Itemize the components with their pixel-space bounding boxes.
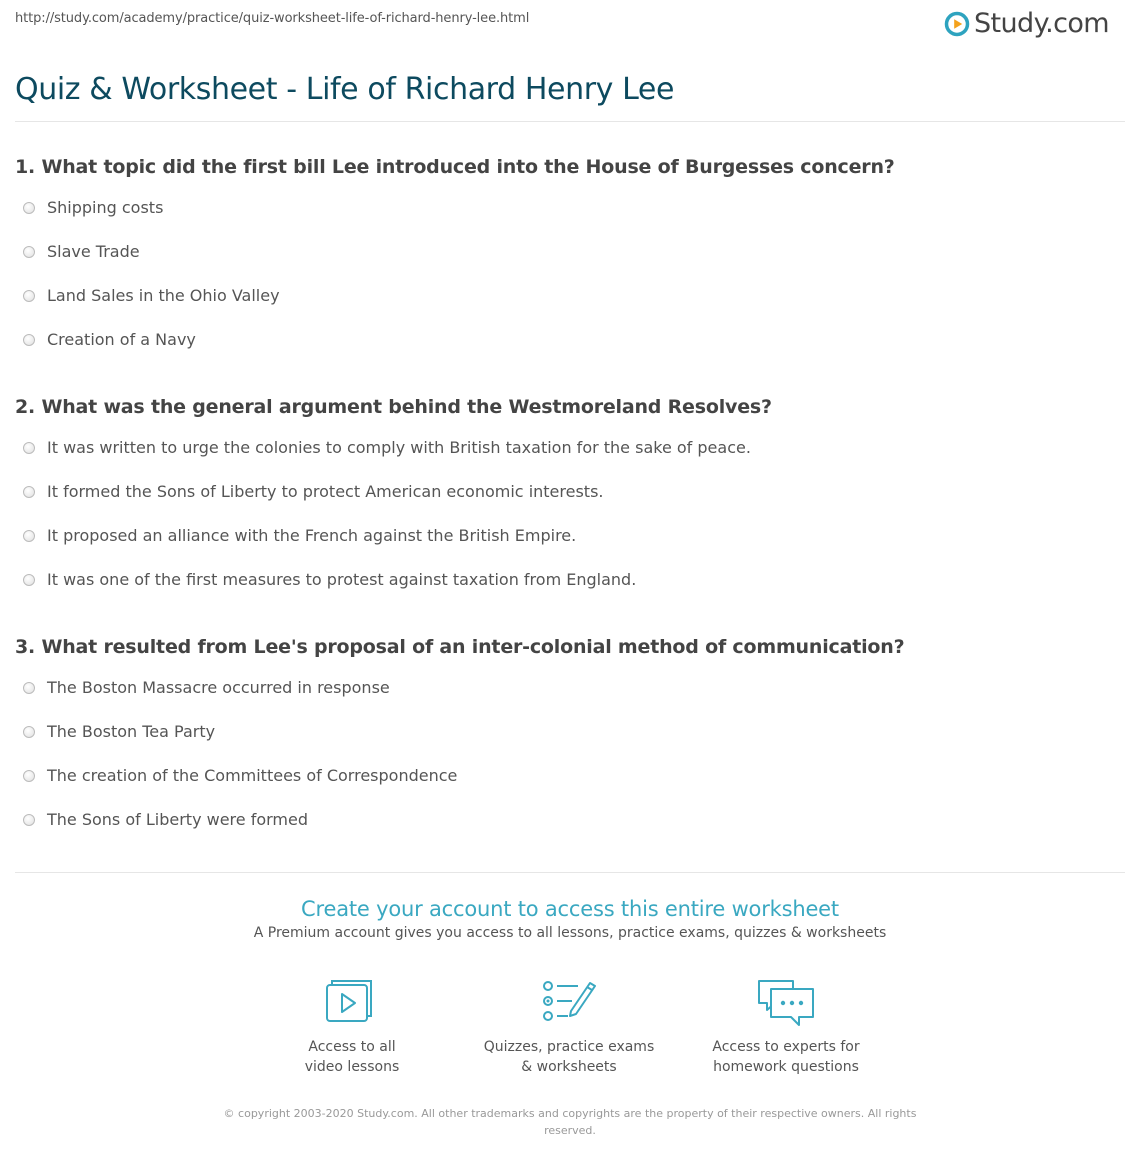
video-lessons-icon <box>321 975 383 1027</box>
radio-button[interactable] <box>23 682 35 694</box>
feature-quizzes <box>479 975 659 1077</box>
radio-button[interactable] <box>23 726 35 738</box>
feature-label-line: video lessons <box>304 1059 400 1075</box>
choice-label: It proposed an alliance with the French against the British Empire. <box>47 526 577 545</box>
choice-label: The Sons of Liberty were formed <box>47 810 309 829</box>
signup-cta <box>15 896 1125 943</box>
answer-choice[interactable] <box>15 285 1125 329</box>
feature-video-lessons <box>262 975 442 1077</box>
question-text: 2. What was the general argument behind the Westmoreland Resolves? <box>15 396 772 418</box>
feature-label-line: Access to all <box>308 1039 396 1055</box>
chat-bubbles-icon <box>755 975 817 1027</box>
radio-button[interactable] <box>23 770 35 782</box>
play-circle-icon <box>944 11 970 37</box>
answer-choices <box>15 677 1125 853</box>
choice-label: Creation of a Navy <box>47 330 196 349</box>
answer-choice[interactable] <box>15 437 1125 481</box>
copyright-notice: © copyright 2003-2020 Study.com. All other trademarks and copyrights are the property of their respective owners. All rights reserved. <box>223 1107 917 1137</box>
choice-label: It was one of the first measures to protest against taxation from England. <box>47 570 637 589</box>
radio-button[interactable] <box>23 246 35 258</box>
logo-text: Study.com <box>974 8 1109 39</box>
question-2 <box>15 394 1125 613</box>
question-text: 3. What resulted from Lee's proposal of an inter-colonial method of communication? <box>15 636 905 658</box>
cta-heading-link[interactable]: Create your account to access this entire worksheet <box>301 897 839 921</box>
premium-features <box>0 975 1140 1075</box>
radio-button[interactable] <box>23 486 35 498</box>
choice-label: It was written to urge the colonies to comply with British taxation for the sake of peace. <box>47 438 751 457</box>
feature-label <box>479 1037 659 1077</box>
answer-choice[interactable] <box>15 677 1125 721</box>
feature-label-line: Quizzes, practice exams <box>483 1039 655 1055</box>
choice-label: The Boston Tea Party <box>47 722 216 741</box>
feature-label <box>696 1037 876 1077</box>
cta-divider <box>15 872 1125 873</box>
answer-choice[interactable] <box>15 721 1125 765</box>
radio-button[interactable] <box>23 530 35 542</box>
choice-label: The Boston Massacre occurred in response <box>47 678 390 697</box>
answer-choice[interactable] <box>15 197 1125 241</box>
radio-button[interactable] <box>23 290 35 302</box>
feature-label-line: & worksheets <box>521 1059 617 1075</box>
answer-choices <box>15 197 1125 373</box>
choice-label: Slave Trade <box>47 242 140 261</box>
study-logo[interactable] <box>944 6 1109 42</box>
radio-button[interactable] <box>23 334 35 346</box>
choice-label: Shipping costs <box>47 198 164 217</box>
answer-choice[interactable] <box>15 765 1125 809</box>
title-divider <box>15 121 1125 122</box>
page-title: Quiz & Worksheet - Life of Richard Henry Lee <box>15 72 675 107</box>
answer-choice[interactable] <box>15 569 1125 613</box>
radio-button[interactable] <box>23 574 35 586</box>
question-1 <box>15 154 1125 373</box>
choice-label: Land Sales in the Ohio Valley <box>47 286 280 305</box>
quiz-checklist-icon <box>538 975 600 1027</box>
answer-choice[interactable] <box>15 241 1125 285</box>
question-3 <box>15 634 1125 853</box>
answer-choice[interactable] <box>15 481 1125 525</box>
page-url: http://study.com/academy/practice/quiz-worksheet-life-of-richard-henry-lee.html <box>15 11 530 26</box>
choice-label: The creation of the Committees of Correspondence <box>47 766 458 785</box>
answer-choice[interactable] <box>15 809 1125 853</box>
feature-label-line: Access to experts for <box>712 1039 860 1055</box>
feature-label-line: homework questions <box>713 1059 859 1075</box>
answer-choice[interactable] <box>15 329 1125 373</box>
radio-button[interactable] <box>23 442 35 454</box>
cta-subheading: A Premium account gives you access to all lessons, practice exams, quizzes & worksheets <box>253 925 887 941</box>
question-text: 1. What topic did the first bill Lee introduced into the House of Burgesses concern? <box>15 156 895 178</box>
choice-label: It formed the Sons of Liberty to protect American economic interests. <box>47 482 604 501</box>
answer-choice[interactable] <box>15 525 1125 569</box>
answer-choices <box>15 437 1125 613</box>
feature-experts <box>696 975 876 1077</box>
radio-button[interactable] <box>23 814 35 826</box>
feature-label <box>262 1037 442 1077</box>
radio-button[interactable] <box>23 202 35 214</box>
